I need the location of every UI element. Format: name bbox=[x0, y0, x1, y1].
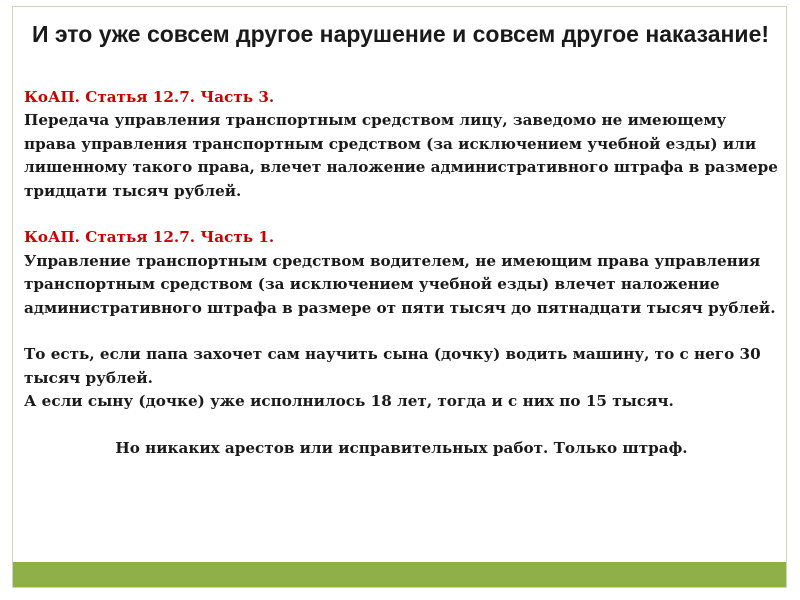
explanation-adult-child: А если сыну (дочке) уже исполнилось 18 лет, тогда и с них по 15 тысяч. bbox=[24, 392, 674, 411]
article-3-text: Передача управления транспортным средством лицу, заведомо не имеющему права управления транспортным средством (за исключением учебной езды) или лишенному такого права, влечет наложение административного штрафа в размере тридцати тысяч рублей. bbox=[24, 111, 778, 200]
slide bbox=[12, 6, 787, 588]
spacer bbox=[24, 203, 779, 226]
footer-bar bbox=[13, 562, 786, 587]
article-3-heading: КоАП. Статья 12.7. Часть 3. bbox=[24, 88, 275, 106]
article-1-heading: КоАП. Статья 12.7. Часть 1. bbox=[24, 228, 275, 247]
slide-body bbox=[24, 86, 779, 460]
slide-title: И это уже совсем другое нарушение и совсем другое наказание! bbox=[31, 21, 770, 47]
explanation-father: То есть, если папа захочет сам научить сына (дочку) водить машину, то с него 30 тысяч рублей. bbox=[24, 345, 761, 387]
article-1-text: Управление транспортным средством водителем, не имеющим права управления транспортным средством (за исключением учебной езды) влечет наложение административного штрафа в размере от пяти тысяч до пятнадцати тысяч рублей. bbox=[24, 251, 776, 317]
spacer bbox=[24, 320, 779, 343]
spacer bbox=[24, 414, 779, 437]
conclusion-text: Но никаких арестов или исправительных работ. Только штраф. bbox=[115, 439, 688, 458]
